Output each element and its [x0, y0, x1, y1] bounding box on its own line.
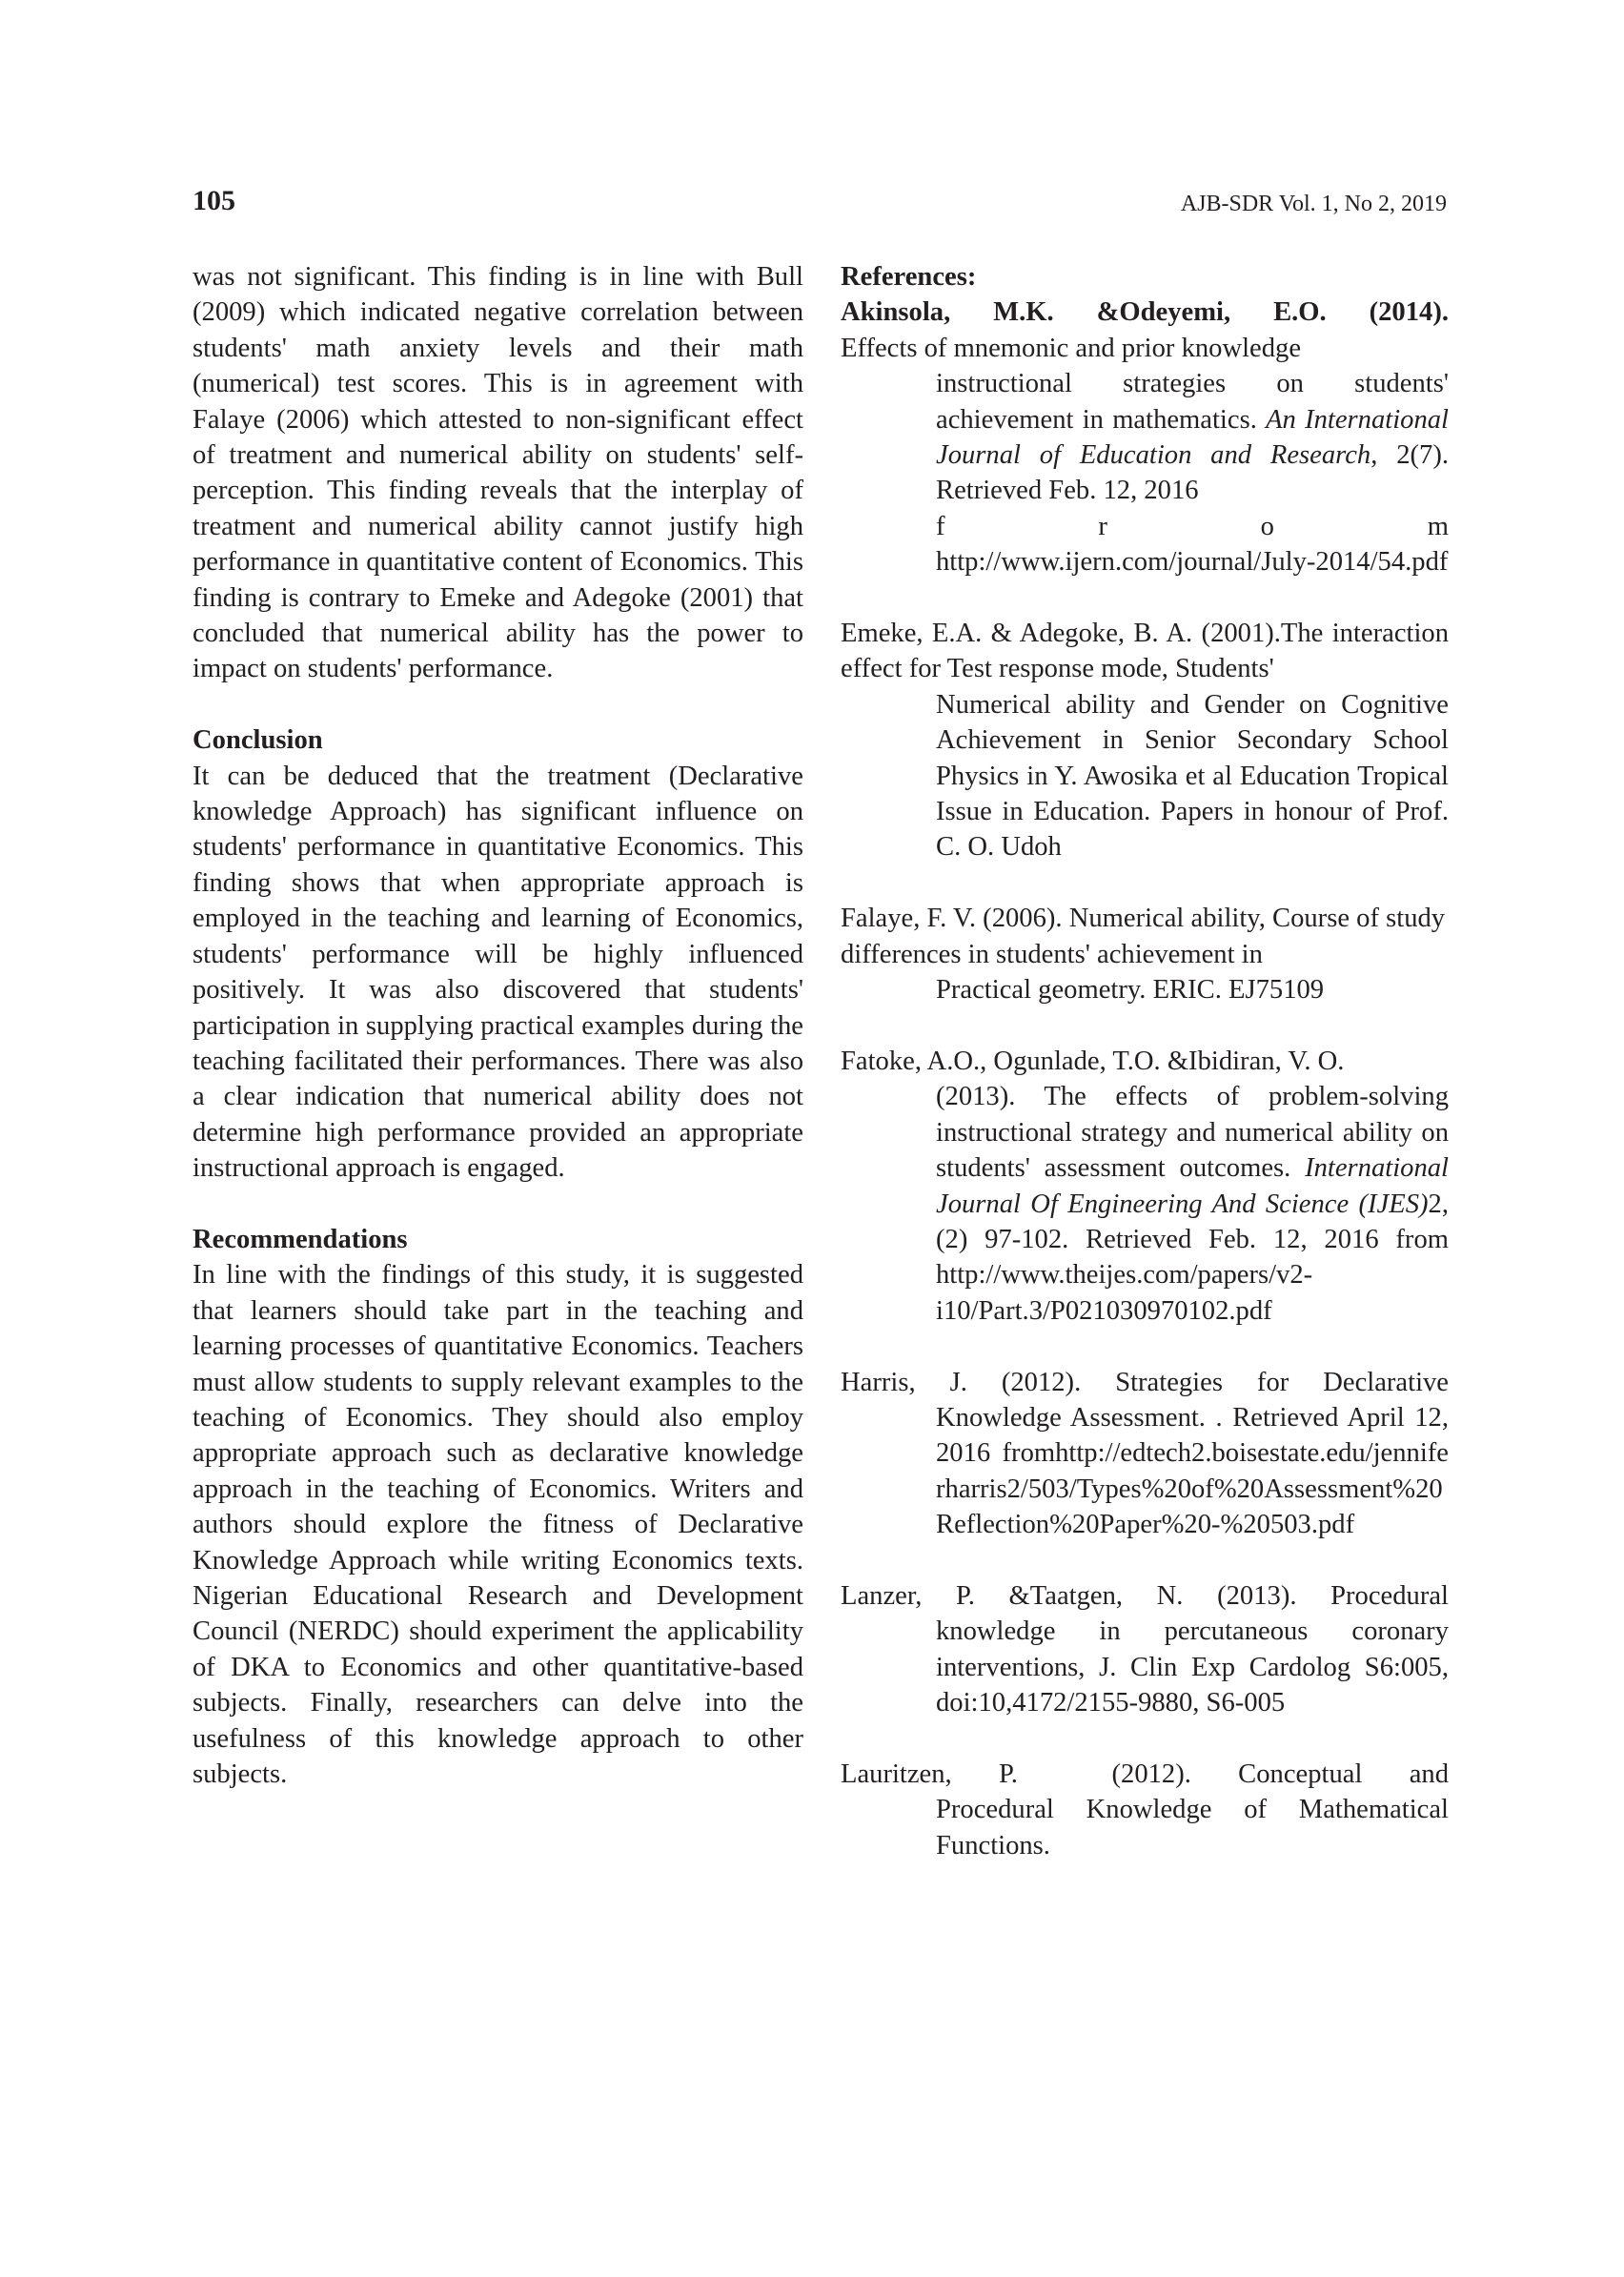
recommendations-paragraph: In line with the findings of this study, it is suggested that learners should take part in the teaching and learning processes of quantitative Economics. Teachers must allow students to supply relevant examples to the teaching of Economics. They should also employ appropriate approach such as declarative knowledge approach in the teaching of Economics. Writers and authors should explore the fitness of Declarative Knowledge Approach while writing Economics texts. Nigerian Educational Research and Development Council (NERDC) should experiment the applicability of DKA to Economics and other quantitative-based subjects. Finally, researchers can delve into the usefulness of this knowledge approach to other subjects. [193, 1260, 803, 1790]
reference-journal: International Journal Of Engineering And Science (IJES) [936, 1153, 1449, 1219]
references-column [841, 259, 1449, 1900]
reference-body: Knowledge Assessment. . Retrieved April 12, 2016 fromhttp://edtech2.boisestate.edu/jenniferharris2/503/Types%20of%20Assessment%20Reflection%20Paper%20-%20503.pdf [936, 1402, 1449, 1540]
reference-entry [841, 295, 1449, 579]
conclusion-heading: Conclusion [193, 725, 323, 756]
reference-lead: Lauritzen, P. (2012). Conceptual and [841, 1759, 1449, 1789]
reference-lead: Emeke, E.A. & Adegoke, B. A. (2001).The interaction effect for Test response mode, Students' [841, 619, 1449, 684]
recommendations-heading: Recommendations [193, 1224, 408, 1254]
reference-lead: Harris, J. (2012). Strategies for Declarative [841, 1367, 1449, 1397]
reference-authors: Akinsola, M.K. &Odeyemi, E.O. (2014). [841, 297, 1449, 328]
reference-body: Practical geometry. ERIC. EJ75109 [936, 975, 1325, 1006]
reference-entry [841, 1365, 1449, 1543]
reference-body [841, 366, 1449, 579]
reference-entry [841, 1578, 1449, 1721]
reference-body-text: 2,(2) 97-102. Retrieved Feb. 12, 2016 from http://www.theijes.com/papers/v2-i10/Part.3/P021030970102.pdf [936, 1189, 1449, 1326]
reference-entry [841, 901, 1449, 1007]
left-column [193, 259, 803, 1792]
running-head: AJB-SDR Vol. 1, No 2, 2019 [1180, 192, 1447, 216]
reference-entry [841, 616, 1449, 865]
reference-body: Numerical ability and Gender on Cognitive Achievement in Senior Secondary School Physics in Y. Awosika et al Education Tropical Issue in Education. Papers in honour of Prof. C. O. Udoh [936, 689, 1449, 863]
reference-url[interactable]: http://www.ijern.com/journal/July-2014/54.pdf [936, 547, 1449, 578]
reference-body-text: (2013). The effects of problem-solving instructional strategy and numerical ability on students' assessment outcomes. [936, 1082, 1449, 1184]
reference-lead: Falaye, F. V. (2006). Numerical ability, Course of study differences in students' achievement in [841, 904, 1446, 969]
reference-lead: Lanzer, P. &Taatgen, N. (2013). Procedural [841, 1580, 1449, 1611]
discussion-paragraph: was not significant. This finding is in line with Bull (2009) which indicated negative correlation between students' math anxiety levels and their math (numerical) test scores. This is in agreement with Falaye (2006) which attested to non-significant effect of treatment and numerical ability on students' self-perception. This finding reveals that the interplay of treatment and numerical ability cannot justify high performance in quantitative content of Economics. This finding is contrary to Emeke and Adegoke (2001) that concluded that numerical ability has the power to impact on students' performance. [193, 262, 803, 684]
reference-entry [841, 1044, 1449, 1329]
reference-body: Procedural Knowledge of Mathematical Functions. [936, 1795, 1449, 1860]
reference-from: f r o m [936, 511, 1449, 541]
reference-lead: Effects of mnemonic and prior knowledge [841, 333, 1302, 363]
reference-entry [841, 1757, 1449, 1863]
reference-body-text: instructional strategies on students' achievement in mathematics. [936, 369, 1449, 435]
reference-body [841, 1079, 1449, 1329]
reference-lead: Fatoke, A.O., Ogunlade, T.O. &Ibidiran, V. O. [841, 1046, 1345, 1076]
page-number: 105 [193, 185, 235, 216]
conclusion-paragraph: It can be deduced that the treatment (Declarative knowledge Approach) has significant influence on students' performance in quantitative Economics. This finding shows that when appropriate approach is employed in the teaching and learning of Economics, students' performance will be highly influenced positively. It was also discovered that students' participation in supplying practical examples during the teaching facilitated their performances. There was also a clear indication that numerical ability does not determine high performance provided an appropriate instructional approach is engaged. [193, 761, 803, 1184]
reference-body-text: , 2(7). Retrieved Feb. 12, 2016 [936, 440, 1449, 506]
reference-journal: An International Journal of Education and Research [936, 404, 1449, 471]
reference-body: knowledge in percutaneous coronary interventions, J. Clin Exp Cardolog S6:005, doi:10,4172/2155-9880, S6-005 [936, 1616, 1449, 1718]
references-heading: References: [841, 262, 977, 292]
